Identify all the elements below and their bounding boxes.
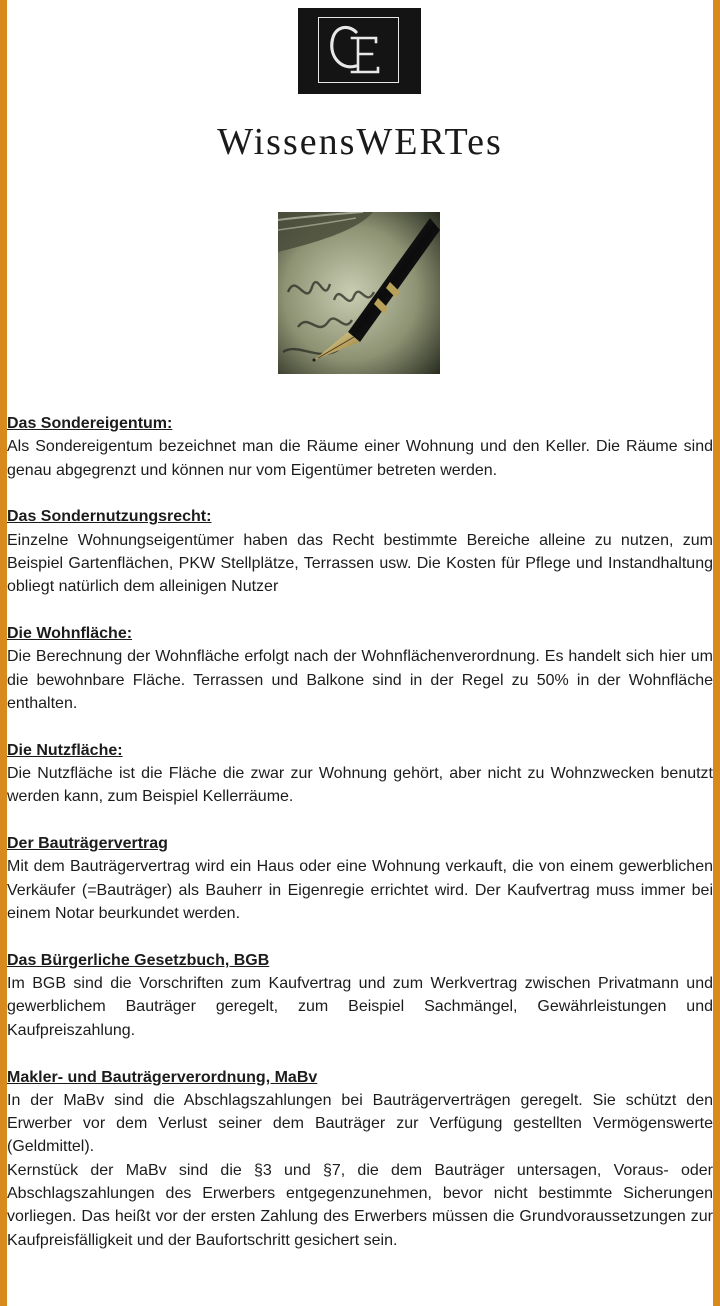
page-title bbox=[7, 120, 713, 164]
document-page bbox=[7, 0, 713, 1306]
section-heading: Das Bürgerliche Gesetzbuch, BGB bbox=[7, 951, 270, 969]
logo-monogram bbox=[298, 8, 421, 94]
section-heading: Das Sondernutzungsrecht: bbox=[7, 508, 212, 526]
section-bgb bbox=[7, 949, 713, 1042]
section-mabv bbox=[7, 1066, 713, 1252]
section-bautraegervertrag bbox=[7, 832, 713, 925]
section-paragraph: Kernstück der MaBv sind die §3 und §7, die dem Bauträger untersagen, Voraus- oder Abschlagszahlungen des Erwerbers entgegenzunehmen, bevor nicht bestimmte Sicherungen vorliegen. Das heißt vor der ersten Zahlung des Erwerbers müssen die Grundvoraussetzungen zur Kaufpreisfälligkeit und der Baufortschritt gesichert sein. bbox=[7, 1161, 713, 1249]
section-sondereigentum bbox=[7, 412, 713, 482]
section-paragraph: Einzelne Wohnungseigentümer haben das Recht bestimmte Bereiche alleine zu nutzen, zum Beispiel Gartenflächen, PKW Stellplätze, Terrassen usw. Die Kosten für Pflege und Instandhaltung obliegt natürlich dem alleinigen Nutzer bbox=[7, 531, 713, 596]
section-heading: Die Wohnfläche: bbox=[7, 625, 133, 643]
page-title-text: WissensWERTes bbox=[217, 121, 503, 163]
section-sondernutzungsrecht bbox=[7, 505, 713, 598]
section-nutzflaeche bbox=[7, 739, 713, 809]
section-paragraph: Als Sondereigentum bezeichnet man die Räume einer Wohnung und den Keller. Die Räume sind genau abgegrenzt und können nur vom Eigentümer betreten werden. bbox=[7, 438, 713, 479]
section-paragraph: Die Berechnung der Wohnfläche erfolgt nach der Wohnflächenverordnung. Es handelt sich hier um die bewohnbare Fläche. Terrassen und Balkone sind in der Regel zu 50% in der Wohnfläche enthalten. bbox=[7, 648, 713, 712]
section-paragraph: Die Nutzfläche ist die Fläche die zwar zur Wohnung gehört, aber nicht zu Wohnzwecken benutzt werden kann, zum Beispiel Kellerräume. bbox=[7, 765, 713, 806]
section-wohnflaeche bbox=[7, 622, 713, 715]
section-heading: Das Sondereigentum: bbox=[7, 415, 173, 432]
section-heading: Makler- und Bauträgerverordnung, MaBv bbox=[7, 1068, 318, 1086]
section-paragraph: Im BGB sind die Vorschriften zum Kaufvertrag und zum Werkvertrag zwischen Privatmann und gewerblichem Bauträger geregelt, zum Beispiel Sachmängel, Gewährleistungen und Kaufpreiszahlung. bbox=[7, 975, 713, 1039]
section-heading: Der Bauträgervertrag bbox=[7, 835, 168, 853]
company-logo bbox=[298, 8, 421, 94]
section-paragraph: Mit dem Bauträgervertrag wird ein Haus oder eine Wohnung verkauft, die von einem gewerblichen Verkäufer (=Bauträger) als Bauherr in Eigenregie errichtet wird. Der Kaufvertrag muss immer bei einem Notar beurkundet werden. bbox=[7, 858, 713, 923]
content-body bbox=[7, 412, 713, 1275]
fountain-pen-photo bbox=[278, 212, 440, 374]
section-heading: Die Nutzfläche: bbox=[7, 741, 123, 759]
section-paragraph: In der MaBv sind die Abschlagszahlungen bei Bauträgerverträgen geregelt. Sie schützt den Erwerber vor dem Verlust seiner dem Bauträger zur Verfügung gestellten Vermögenswerte (Geldmittel). bbox=[7, 1091, 713, 1156]
